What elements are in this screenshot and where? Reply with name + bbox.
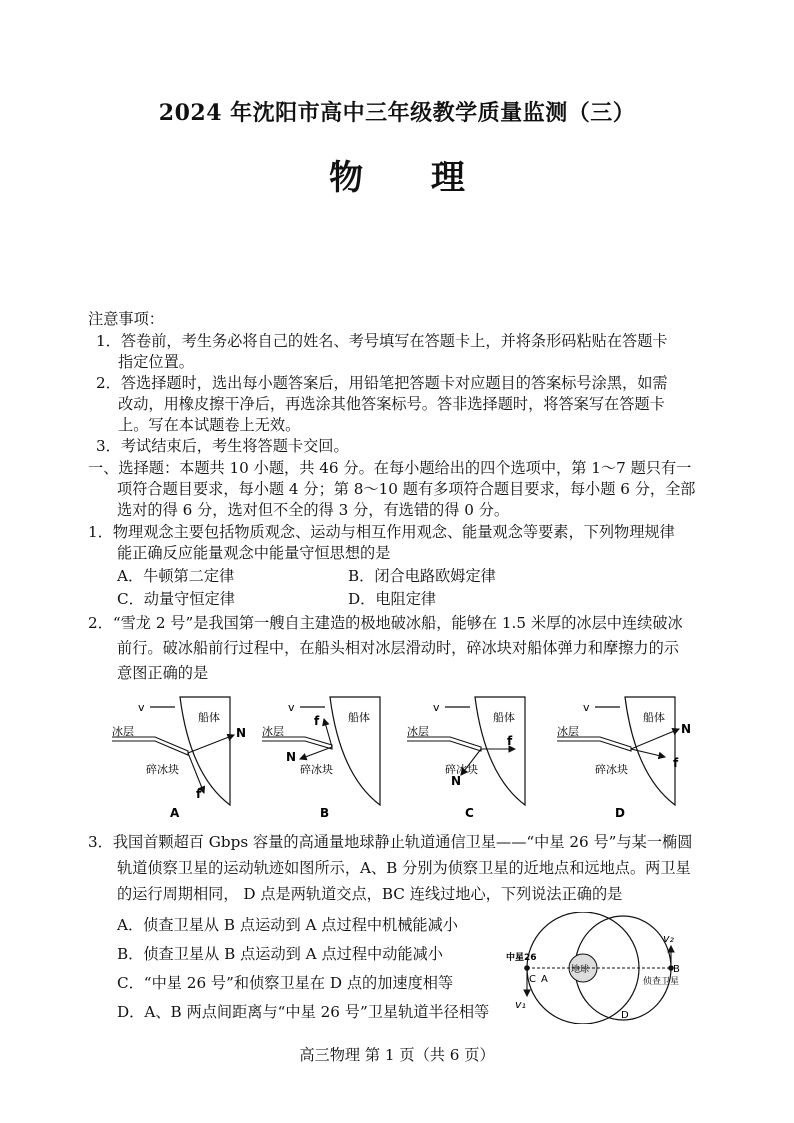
q3-orbit-diagram <box>505 912 700 1024</box>
q2-diagrams <box>110 695 710 825</box>
chunk-label: 碎冰块 <box>445 763 478 776</box>
force-f-label: f <box>673 756 679 770</box>
ice-layer <box>557 737 631 751</box>
v1-label: v₁ <box>515 998 526 1011</box>
force-n-arrow <box>631 729 679 749</box>
panel-label: A <box>170 806 180 820</box>
page-footer: 高三物理 第 1 页（共 6 页） <box>299 1046 495 1064</box>
q3-option-c: C．“中星 26 号”和侦察卫星在 D 点的加速度相等 <box>117 974 454 992</box>
q2-panel-b <box>262 697 380 820</box>
force-n-label: N <box>286 750 297 764</box>
notice-item-2-line-2: 改动，用橡皮擦干净后，再选涂其他答案标号。答非选择题时，将答案写在答题卡 <box>118 395 665 413</box>
v2-label: v₂ <box>663 932 674 945</box>
a-label: A <box>541 974 548 985</box>
q3-option-b: B．侦查卫星从 B 点运动到 A 点过程中动能减小 <box>117 945 443 963</box>
q2-panel-d <box>557 697 691 820</box>
subject-title: 物 理 <box>329 158 493 198</box>
q1-stem-line-1: 1．物理观念主要包括物质观念、运动与相互作用观念、能量观念等要素，下列物理规律 <box>88 523 675 541</box>
q3-stem-line-2: 轨道侦察卫星的运动轨迹如图所示，A、B 分别为侦察卫星的近地点和远地点。两卫星 <box>117 859 691 877</box>
force-f-label: f <box>314 714 320 728</box>
q3-option-d: D．A、B 两点间距离与“中星 26 号”卫星轨道半径相等 <box>117 1003 490 1021</box>
q2-stem-line-2: 前行。破冰船前行过程中，在船头相对冰层滑动时，碎冰块对船体弹力和摩擦力的示 <box>117 639 679 657</box>
notice-item-2-line-1: 2．答选择题时，选出每小题答案后，用铅笔把答题卡对应题目的答案标号涂黑，如需 <box>96 374 668 392</box>
q1-stem-line-2: 能正确反应能量观念中能量守恒思想的是 <box>117 544 391 562</box>
panel-label: C <box>465 806 474 820</box>
section1-line-3: 选对的得 6 分，选对但不全的得 3 分，有选错的得 0 分。 <box>117 501 510 519</box>
notice-item-3-line-1: 3．考试结束后，考生将答题卡交回。 <box>96 437 349 455</box>
chunk-label: 碎冰块 <box>595 763 628 776</box>
ice-label: 冰层 <box>262 725 284 738</box>
zx26-label: 中星26 <box>506 953 537 963</box>
section1-line-1: 一、选择题：本题共 10 小题，共 46 分。在每小题给出的四个选项中，第 1～7 题只有一 <box>88 459 692 477</box>
spy-label: 侦查卫星 <box>643 977 680 987</box>
q3-stem-line-1: 3．我国首颗超百 Gbps 容量的高通量地球静止轨道通信卫星——“中星 26 号”与某一椭圆 <box>88 833 693 851</box>
panel-label: D <box>615 806 625 820</box>
q1-option-c: C．动量守恒定律 <box>117 590 235 608</box>
c-label: C <box>529 974 536 985</box>
hull-label: 船体 <box>198 711 220 724</box>
q2-panel-c <box>407 697 525 820</box>
hull-label: 船体 <box>348 711 370 724</box>
section1-line-2: 项符合题目要求，每小题 4 分；第 8～10 题有多项符合题目要求，每小题 6 分，全部 <box>117 480 696 498</box>
force-f-label: f <box>196 787 202 801</box>
force-n-arrow <box>188 735 234 753</box>
exam-title: 2024 年沈阳市高中三年级教学质量监测（三） <box>158 100 636 126</box>
q1-option-b: B．闭合电路欧姆定律 <box>348 567 496 585</box>
ice-layer <box>112 737 188 755</box>
d-label: D <box>621 1010 629 1021</box>
force-f-arrow <box>631 749 665 757</box>
force-n-arrow <box>300 747 332 759</box>
ice-label: 冰层 <box>112 725 134 738</box>
notice-heading: 注意事项： <box>88 310 164 328</box>
q2-stem-line-3: 意图正确的是 <box>117 664 209 682</box>
velocity-label: v <box>288 701 295 714</box>
notice-item-1-line-2: 指定位置。 <box>118 353 194 371</box>
force-n-label: N <box>236 726 247 740</box>
ice-layer <box>262 737 332 749</box>
force-f-label: f <box>507 734 513 748</box>
force-n-label: N <box>681 722 692 736</box>
q3-option-a: A．侦查卫星从 B 点运动到 A 点过程中机械能减小 <box>117 916 458 934</box>
hull-label: 船体 <box>643 711 665 724</box>
earth-label: 地球 <box>571 965 590 975</box>
b-label: B <box>673 964 680 975</box>
ice-label: 冰层 <box>557 725 579 738</box>
velocity-label: v <box>583 701 590 714</box>
q2-panel-a <box>112 697 246 820</box>
notice-item-2-line-3: 上。写在本试题卷上无效。 <box>118 416 301 434</box>
force-n-label: N <box>451 774 462 788</box>
ice-label: 冰层 <box>407 725 429 738</box>
chunk-label: 碎冰块 <box>300 763 333 776</box>
hull-label: 船体 <box>493 711 515 724</box>
q2-stem-line-1: 2．“雪龙 2 号”是我国第一艘自主建造的极地破冰船，能够在 1.5 米厚的冰层中连续破冰 <box>88 614 683 632</box>
ice-layer <box>407 737 481 751</box>
panel-label: B <box>320 806 330 820</box>
velocity-label: v <box>138 701 145 714</box>
notice-item-1-line-1: 1．答卷前，考生务必将自己的姓名、考号填写在答题卡上，并将条形码粘贴在答题卡 <box>96 332 668 350</box>
chunk-label: 碎冰块 <box>146 763 179 776</box>
velocity-label: v <box>433 701 440 714</box>
q3-stem-line-3: 的运行周期相同， D 点是两轨道交点，BC 连线过地心，下列说法正确的是 <box>117 885 623 903</box>
q1-option-a: A．牛顿第二定律 <box>117 567 235 585</box>
q1-option-d: D．电阻定律 <box>348 590 437 608</box>
